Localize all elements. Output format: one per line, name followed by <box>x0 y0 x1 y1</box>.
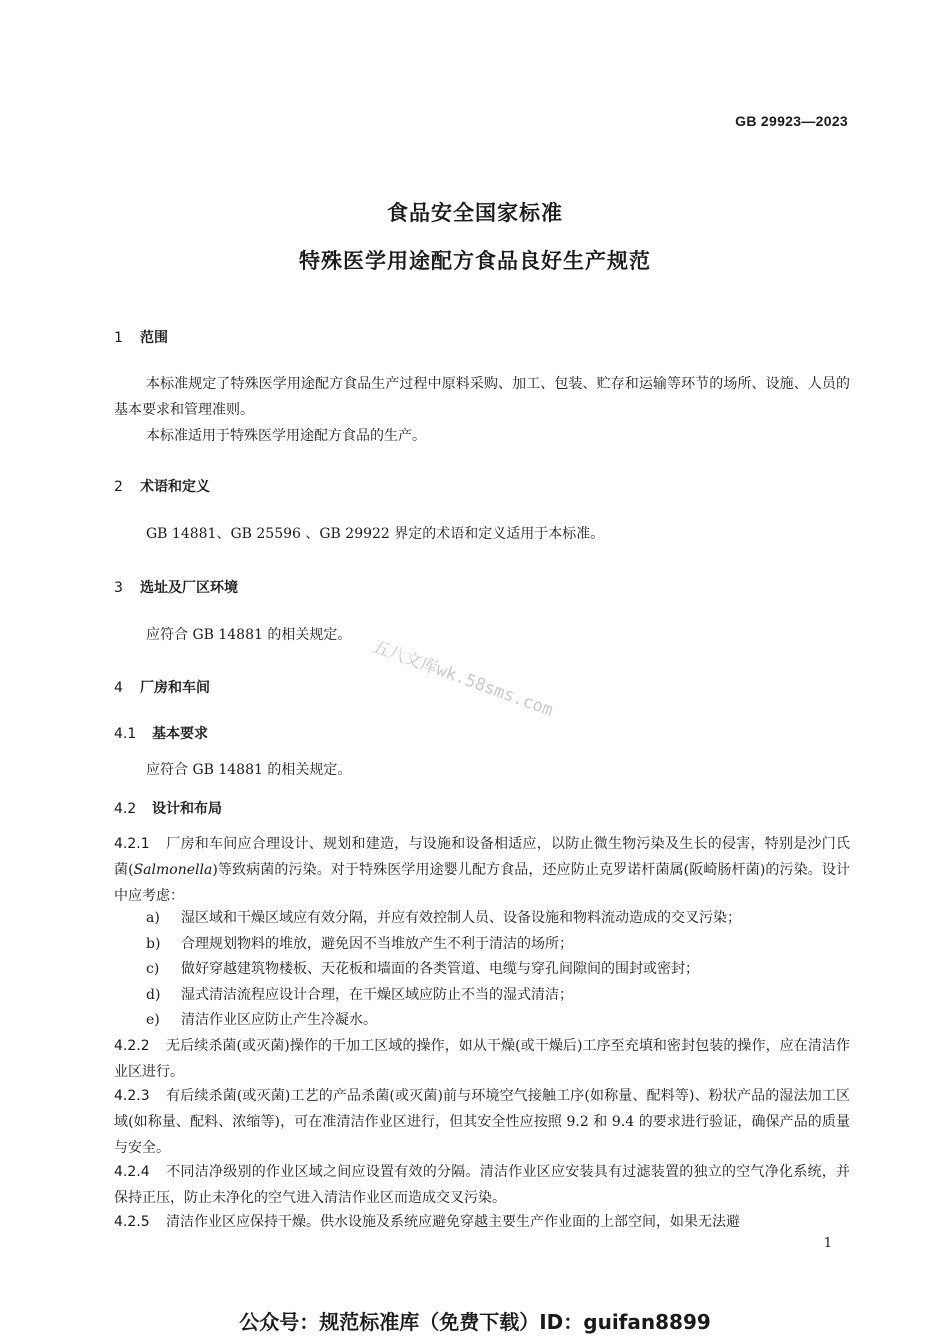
clause-body: 清洁作业区应保持干燥。供水设施及系统应避免穿越主要生产作业面的上部空间，如果无法避 <box>166 1214 740 1230</box>
section-title: 选址及厂区环境 <box>140 580 238 596</box>
list-item-text: 合理规划物料的堆放，避免因不当堆放产生不利于清洁的场所； <box>181 935 573 952</box>
list-item-text: 湿式清洁流程应设计合理，在干燥区域应防止不当的湿式清洁； <box>181 986 573 1003</box>
clause-number: 4.2.5 <box>114 1214 150 1230</box>
section-2-heading <box>114 476 210 496</box>
clause-body: 不同洁净级别的作业区域之间应设置有效的分隔。清洁作业区应安装具有过滤装置的独立的空气净化系统，并保持正压，防止未净化的空气进入清洁作业区而造成交叉污染。 <box>114 1164 850 1206</box>
section-title: 基本要求 <box>152 726 208 742</box>
footer-banner: 公众号：规范标准库（免费下载）ID：guifan8899 <box>239 1310 711 1334</box>
clause-body: 有后续杀菌(或灭菌)工艺的产品杀菌(或灭菌)前与环境空气接触工序(如称量、配料等)、粉状产品的湿法加工区域(如称量、配料、浓缩等)，可在准清洁作业区进行，但其安全性应按照 9.2 和 9.4 的要求进行验证，确保产品的质量与安全。 <box>114 1088 850 1156</box>
clause-text <box>114 1209 850 1235</box>
list-marker: c) <box>146 961 160 977</box>
clause-text <box>114 1033 850 1085</box>
standard-code: GB 29923—2023 <box>735 113 848 129</box>
paragraph: 本标准规定了特殊医学用途配方食品生产过程中原料采购、加工、包装、贮存和运输等环节的场所、设施、人员的基本要求和管理准则。 <box>114 376 850 418</box>
section-number: 4.1 <box>114 726 137 742</box>
list-item-text: 湿区域和干燥区域应有效分隔，并应有效控制人员、设备设施和物料流动造成的交叉污染； <box>181 910 741 926</box>
list-item <box>146 957 850 983</box>
list-item-text: 做好穿越建筑物楼板、天花板和墙面的各类管道、电缆与穿孔间隙间的围封或密封； <box>181 961 699 977</box>
list-marker: a) <box>146 910 160 926</box>
clause-text <box>114 1159 850 1211</box>
list-item <box>146 932 850 958</box>
clause-number: 4.2.3 <box>114 1088 150 1104</box>
clause-number: 4.2.4 <box>114 1164 150 1180</box>
page-number: 1 <box>823 1236 832 1251</box>
section-1-body <box>114 371 850 449</box>
section-4-2-heading <box>114 798 222 818</box>
title-line-1: 食品安全国家标准 <box>387 201 563 225</box>
title-line-2: 特殊医学用途配方食品良好生产规范 <box>299 249 651 273</box>
requirements-list <box>146 906 850 1034</box>
section-3-body: 应符合 GB 14881 的相关规定。 <box>146 627 352 643</box>
watermark: 五八文库wk.58sms.com <box>369 636 556 721</box>
clause-4-2-2 <box>114 1033 850 1085</box>
section-number: 3 <box>114 580 123 596</box>
section-1-heading <box>114 327 168 347</box>
list-marker: e) <box>146 1012 160 1028</box>
clause-number: 4.2.2 <box>114 1038 150 1054</box>
list-marker: b) <box>146 935 161 952</box>
section-title: 厂房和车间 <box>140 680 210 696</box>
section-number: 4 <box>114 680 123 696</box>
list-item <box>146 1008 850 1034</box>
section-4-1-heading <box>114 723 208 743</box>
section-title: 范围 <box>140 330 168 346</box>
section-title: 术语和定义 <box>140 479 210 495</box>
section-4-heading <box>114 677 210 697</box>
clause-body: 无后续杀菌(或灭菌)操作的干加工区域的操作，如从干燥(或干燥后)工序至充填和密封包装的操作，应在清洁作业区进行。 <box>114 1038 850 1080</box>
clause-4-2-3 <box>114 1083 850 1161</box>
list-item <box>146 983 850 1009</box>
clause-text <box>114 831 850 909</box>
clause-number: 4.2.1 <box>114 836 150 852</box>
species-name: Salmonella <box>133 862 213 878</box>
clause-text-part: )等致病菌的污染。对于特殊医学用途婴儿配方食品，还应防止克罗诺杆菌属(阪崎肠杆菌)的污染。设计中应考虑： <box>114 862 850 904</box>
paragraph: 本标准适用于特殊医学用途配方食品的生产。 <box>146 428 426 444</box>
section-number: 1 <box>114 330 123 346</box>
clause-4-2-4 <box>114 1159 850 1211</box>
section-title: 设计和布局 <box>152 801 222 817</box>
clause-4-2-1 <box>114 831 850 909</box>
clause-text <box>114 1083 850 1161</box>
section-4-1-body: 应符合 GB 14881 的相关规定。 <box>146 762 352 778</box>
section-3-heading <box>114 577 238 597</box>
section-number: 2 <box>114 479 123 495</box>
section-2-body: GB 14881、GB 25596 、GB 29922 界定的术语和定义适用于本标准。 <box>146 526 605 542</box>
list-marker: d) <box>146 986 161 1003</box>
section-number: 4.2 <box>114 801 137 817</box>
list-item-text: 清洁作业区应防止产生冷凝水。 <box>181 1012 377 1028</box>
list-item <box>146 906 850 932</box>
clause-4-2-5 <box>114 1209 850 1235</box>
clause-text-part: 厂房和车间应合理设计、规划和建造，与设施和设备相适应，以防止微生物污染及生长的侵害，特别是沙门氏菌( <box>114 836 850 878</box>
